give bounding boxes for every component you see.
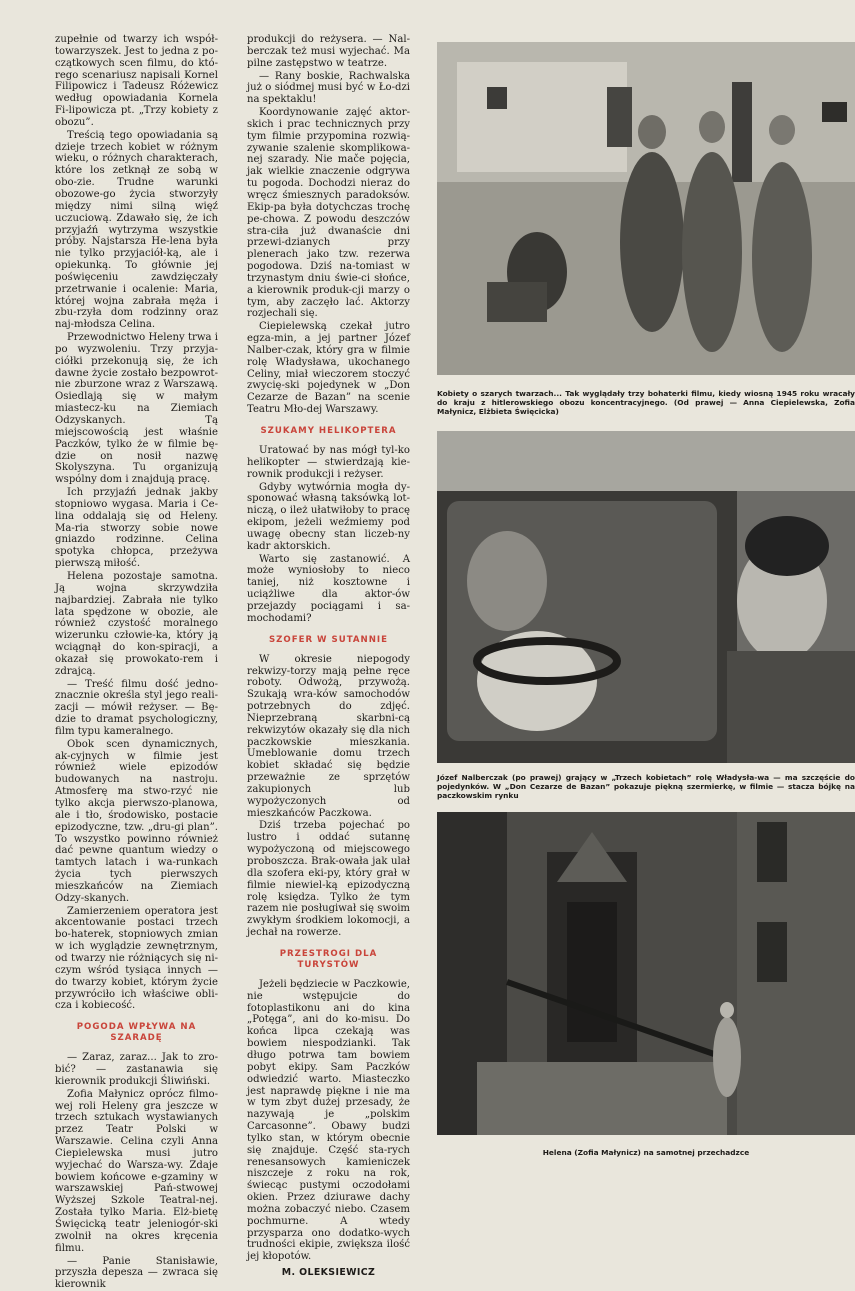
paragraph: Zamierzeniem operatora jest akcentowanie postaci trzech bo-haterek, stopniowych zmian w ich wyglądzie zewnętrznym, od twarzy nie różniących się ni-czym wśród tysiąca innych — do twarzy kobiet, którym życie przywróciło ich właściwe obli-cza i kobiecość. bbox=[55, 905, 218, 1012]
author-signature: M. OLEKSIEWICZ bbox=[281, 1267, 376, 1279]
section-heading-tourists: PRZESTROGI DLA TURYSTÓW bbox=[279, 948, 378, 970]
paragraph: Dziś trzeba pojechać po lustro i oddać sutannę wypożyczoną od miejscowego proboszcza. Brak-owała jak ulał dla szofera eki-py, który grał w filmie niewiel-ką epizodyczną rolę księdza. Tylko że tym razem nie posługiwał się swoim zwykłym środkiem lokomocji, a jechał na rowerze. bbox=[247, 820, 410, 939]
paragraph: Obok scen dynamicznych, ak-cyjnych w filmie jest również wiele epizodów budowanych na nastroju. Atmosferę ma stwo-rzyć nie tylko akcja pierwszo-planowa, ale i tło, środowisko, postacie epizodyczne, tzw. „dru-gi plan”. To wszystko powinno również dać pewne quantum wiedzy o tamtych latach i wa-runkach życia tych pierwszych mieszkańców na Ziemiach Odzy-skanych. bbox=[55, 738, 218, 904]
paragraph: Treścią tego opowiadania są dzieje trzech kobiet w różnym wieku, o różnych charakterach, które los zetknął ze sobą w obo-zie. Trudne warunki obozowe-go życia stworzyły między nimi silną więź uczuciową. Zdawało się, że ich przyjaźń wytrzyma wszystkie próby. Najstarsza He-lena była nie tylko przyjaciół-ką, ale i opiekunką. To głównie jej poświęceniu zawdzięczały przetrwanie i ocalenie: Maria, której wojna zabrała męża i zbu-rzyła dom rodzinny oraz naj-młodsza Celina. bbox=[55, 129, 218, 331]
article-column-2 bbox=[247, 34, 410, 1279]
photo-caption-3: Helena (Zofia Małynicz) na samotnej przechadzce bbox=[542, 1148, 750, 1157]
paragraph: Przewodnictwo Heleny trwa i po wyzwoleniu. Trzy przyja-ciółki przekonują się, że ich dawne życie zostało bezpowrot-nie zburzone wraz z Warszawą. Osiedlają się w małym miastecz-ku na Ziemiach Odzyskanych. Tą miejscowością jest właśnie Paczków, tylko że w filmie bę-dzie on nosił nazwę Skolyszyna. Tu organizują wspólny dom i znajdują pracę. bbox=[55, 332, 218, 486]
section-heading-driver: SZOFER W SUTANNIE bbox=[268, 634, 388, 645]
section-heading-weather: POGODA WPŁYWA NA SZARADĘ bbox=[76, 1022, 197, 1044]
paragraph: Zofia Małynicz oprócz filmo-wej roli Heleny gra jeszcze w trzech sztukach wystawianych przez Teatr Polski w Warszawie. Celina czyli Anna Ciepielewska musi jutro wyjechać do Warsza-wy. Zdaje bowiem końcowe e-gzaminy w warszawskiej Pań-stwowej Wyższej Szkole Teatral-nej. Została tylko Maria. Elż-bietę Święcicką teatr jeleniogór-ski zwolnił na okres kręcenia filmu. bbox=[55, 1088, 218, 1254]
paragraph: zupełnie od twarzy ich współ-towarzyszek. Jest to jedna z po-czątkowych scen filmu, do któ-rego scenariusz napisali Kornel Filipowicz i Tadeusz Różewicz według opowiadania Kornela Fi-lipowicza pt. „Trzy kobiety z obozu”. bbox=[55, 34, 218, 128]
photo-three-women bbox=[437, 42, 855, 375]
paragraph: Warto się zastanowić. A może wyniosłoby to nieco taniej, niż kosztowne i uciążliwe dla aktor-ów przejazdy pociągami i sa-mochodami? bbox=[247, 553, 410, 624]
photo-helena-walk bbox=[437, 812, 855, 1135]
photo-caption-2: Józef Nalberczak (po prawej) grający w „Trzech kobietach” rolę Władysła-wa — ma szczęście do pojedynków. W „Don Cezarze de Bazan” pokazuje piękną szermierkę, w filmie — stacza bójkę na paczkowskim rynku bbox=[437, 773, 855, 801]
paragraph: Helena pozostaje samotna. Ją wojna skrzywdziła najbardziej. Zabrała nie tylko lata spędzone w obozie, ale również czystość moralnego wizerunku człowie-ka, który ją wciągnął do kon-spiracji, a okazał się prowokato-rem i zdrajcą. bbox=[55, 570, 218, 677]
section-heading-helicopter: SZUKAMY HELIKOPTERA bbox=[260, 426, 397, 436]
paragraph: Gdyby wytwórnia mogła dy-sponować własną taksówką lot-niczą, o ileż ułatwiłoby to pracę ekipom, jeżeli weźmiemy pod uwagę obecny stan liczeb-ny kadr aktorskich. bbox=[247, 481, 410, 552]
paragraph: produkcji do reżysera. — Nal-berczak też musi wyjechać. Ma pilne zastępstwo w teatrze. bbox=[247, 34, 410, 69]
paragraph: Uratować by nas mógł tyl-ko helikopter — stwierdzają kie-rownik produkcji i reżyser. bbox=[247, 445, 410, 480]
paragraph: — Zaraz, zaraz... Jak to zro-bić? — zastanawia się kierownik produkcji Śliwiński. bbox=[55, 1052, 218, 1087]
photo-men-in-car bbox=[437, 431, 855, 763]
paragraph: Koordynowanie zajęć aktor-skich i prac technicznych przy tym filmie przypomina rozwią-zywanie szalenie skomplikowa-nej szarady. Nie mače pojęcia, jak wielkie znaczenie odgrywa tu pogoda. Dochodzi nieraz do wręcz śmiesznych paradoksów. Ekip-pa była dotychczas trochę pe-chowa. Z powodu deszczów stra-ciła już dwanaście dni przewi-dzianych przy plenerach jako tzw. rezerwa pogodowa. Dziś na-tomiast w trzynastym dniu świe-ci słońce, a kierownik produk-cji marzy o tym, aby zaczęło lać. Aktorzy rozjechali się. bbox=[247, 107, 410, 320]
photo-caption-1: Kobiety o szarych twarzach... Tak wyglądały trzy bohaterki filmu, kiedy wiosną 1945 roku wracały do kraju z hitlerowskiego obozu koncentracyjnego. (Od prawej — Anna Ciepielewska, Zofia Małynicz, Elżbieta Święcicka) bbox=[437, 389, 855, 417]
paragraph: Jeżeli będziecie w Paczkowie, nie wstępujcie do fotoplastikonu ani do kina „Potęga”, ani do ko-misu. Do końca lipca czekają was bowiem niespodzianki. Tak długo potrwa tam bowiem pobyt ekipy. Sam Paczków odwiedzić warto. Miasteczko jest naprawdę piękne i nie ma w tym zbyt dużej przesady, że nazywają je „polskim Carcasonne”. Obawy budzi tylko stan, w którym obecnie się znajduje. Część sta-rych renesansowych kamieniczek niszczeje z roku na rok, świecąc pustymi oczodołami okien. Przez dziurawe dachy można zobaczyć niebo. Czasem pochmurne. A wtedy przysparza ono dodatko-wych trudności ekipie, zwiększa ilość jej kłopotów. bbox=[247, 978, 410, 1263]
paragraph: W okresie niepogody rekwizy-torzy mają pełne ręce roboty. Odwożą, przywożą. Szukają wra-ków samochodów potrzebnych do zdjęć. Nieprzebraną skarbni-cą rekwizytów okazały się dla nich paczkowskie mieszkania. Umeblowanie domu trzech kobiet składać się będzie przeważnie ze sprzętów zakupionych lub wypożyczonych od mieszkańców Paczkowa. bbox=[247, 653, 410, 819]
paragraph: — Treść filmu dość jedno-znacznie określa styl jego reali-zacji — mówił reżyser. — Bę-dzie to dramat psychologiczny, film typu kameralnego. bbox=[55, 678, 218, 737]
paragraph: Ich przyjaźń jednak jakby stopniowo wygasa. Maria i Ce-lina oddalają się od Heleny. Ma-ria stworzy sobie nowe gniazdo rodzinne. Celina spotyka chłopca, przeżywa pierwszą miłość. bbox=[55, 487, 218, 570]
article-column-1 bbox=[55, 34, 218, 1291]
paragraph: Ciepielewską czekał jutro egza-min, a jej partner Józef Nalber-czak, który gra w filmie rolę Władysława, ukochanego Celiny, miał wieczorem stoczyć zwycię-ski pojedynek w „Don Cezarze de Bazan” na scenie Teatru Mło-dej Warszawy. bbox=[247, 321, 410, 416]
paragraph: — Rany boskie, Rachwalska już o siódmej musi być w Ło-dzi na spektaklu! bbox=[247, 70, 410, 106]
paragraph: — Panie Stanisławie, przyszła depesza — zwraca się kierownik bbox=[55, 1255, 218, 1291]
